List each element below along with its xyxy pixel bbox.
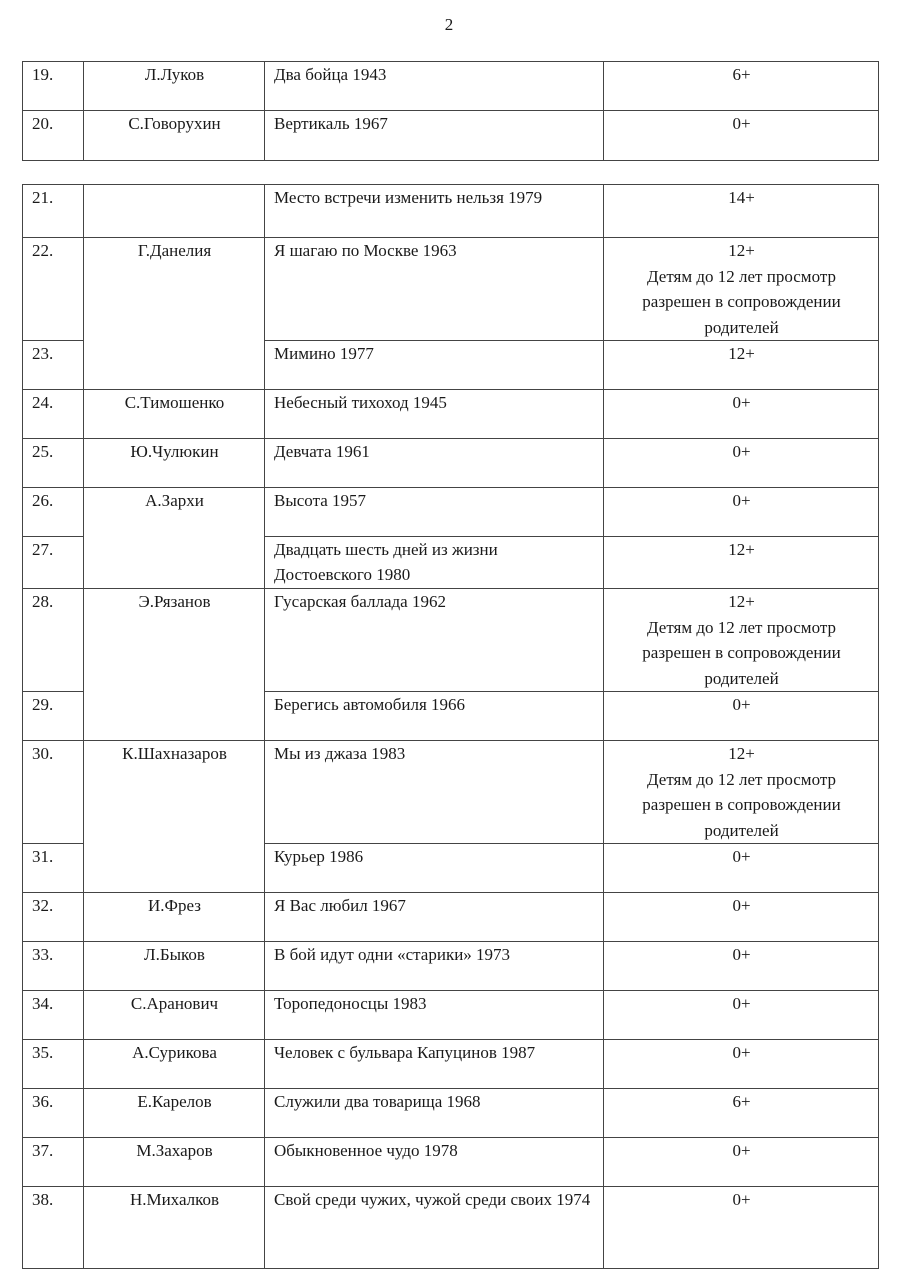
page-number: 2	[444, 15, 454, 34]
director-cell: Г.Данелия	[84, 238, 265, 390]
age-rating-note: Детям до 12 лет просмотр разрешен в сопровождении родителей	[642, 769, 841, 840]
film-title-cell: Двадцать шесть дней из жизни Достоевского 1980	[265, 537, 604, 589]
age-rating-cell: 0+	[604, 1040, 879, 1089]
director-cell: Л.Быков	[84, 942, 265, 991]
age-rating-cell: 0+	[604, 844, 879, 893]
film-title-cell: Я шагаю по Москве 1963	[265, 238, 604, 341]
director-cell: А.Сурикова	[84, 1040, 265, 1089]
age-rating-note: Детям до 12 лет просмотр разрешен в сопровождении родителей	[642, 266, 841, 337]
film-title-cell: Небесный тихоход 1945	[265, 390, 604, 439]
director-cell	[84, 185, 265, 238]
age-rating-cell: 0+	[604, 111, 879, 161]
director-cell: С.Тимошенко	[84, 390, 265, 439]
table-row	[23, 185, 879, 238]
age-rating-cell: 0+	[604, 1187, 879, 1269]
row-number: 34.	[23, 991, 84, 1040]
director-cell: Е.Карелов	[84, 1089, 265, 1138]
age-rating-note: Детям до 12 лет просмотр разрешен в сопровождении родителей	[642, 617, 841, 688]
director-cell: С.Говорухин	[84, 111, 265, 161]
table-row	[23, 1187, 879, 1269]
age-rating-value: 12+	[728, 241, 755, 260]
age-rating-cell: 0+	[604, 942, 879, 991]
film-title-cell: Торопедоносцы 1983	[265, 991, 604, 1040]
film-title-cell: Человек с бульвара Капуцинов 1987	[265, 1040, 604, 1089]
row-number: 33.	[23, 942, 84, 991]
director-cell: К.Шахназаров	[84, 741, 265, 893]
age-rating-cell: 0+	[604, 991, 879, 1040]
row-number: 25.	[23, 439, 84, 488]
director-cell: И.Фрез	[84, 893, 265, 942]
table-row	[23, 238, 879, 341]
age-rating-cell	[604, 238, 879, 341]
films-table-top	[22, 61, 879, 161]
table-row	[23, 488, 879, 537]
table-row	[23, 111, 879, 161]
age-rating-cell	[604, 741, 879, 844]
film-title-cell: Служили два товарища 1968	[265, 1089, 604, 1138]
film-title-cell: Обыкновенное чудо 1978	[265, 1138, 604, 1187]
row-number: 24.	[23, 390, 84, 439]
film-title-cell: Свой среди чужих, чужой среди своих 1974	[265, 1187, 604, 1269]
film-title-cell: Вертикаль 1967	[265, 111, 604, 161]
row-number: 19.	[23, 62, 84, 111]
table-row	[23, 1040, 879, 1089]
film-title-cell: Мы из джаза 1983	[265, 741, 604, 844]
table-row	[23, 62, 879, 111]
row-number: 28.	[23, 589, 84, 692]
age-rating-cell: 0+	[604, 439, 879, 488]
age-rating-cell: 0+	[604, 390, 879, 439]
director-cell: Э.Рязанов	[84, 589, 265, 741]
row-number: 38.	[23, 1187, 84, 1269]
table-row	[23, 1138, 879, 1187]
film-title-cell: Высота 1957	[265, 488, 604, 537]
row-number: 29.	[23, 692, 84, 741]
film-title-cell: Берегись автомобиля 1966	[265, 692, 604, 741]
age-rating-cell: 0+	[604, 692, 879, 741]
age-rating-cell: 12+	[604, 341, 879, 390]
film-title-cell: Мимино 1977	[265, 341, 604, 390]
row-number: 35.	[23, 1040, 84, 1089]
row-number: 27.	[23, 537, 84, 589]
age-rating-cell: 6+	[604, 1089, 879, 1138]
age-rating-value: 12+	[728, 744, 755, 763]
table-row	[23, 390, 879, 439]
director-cell: Ю.Чулюкин	[84, 439, 265, 488]
director-cell: С.Аранович	[84, 991, 265, 1040]
age-rating-value: 12+	[728, 592, 755, 611]
row-number: 32.	[23, 893, 84, 942]
director-cell: Н.Михалков	[84, 1187, 265, 1269]
row-number: 37.	[23, 1138, 84, 1187]
film-title-cell: Я Вас любил 1967	[265, 893, 604, 942]
age-rating-cell	[604, 589, 879, 692]
table-row	[23, 1089, 879, 1138]
film-title-cell: Место встречи изменить нельзя 1979	[265, 185, 604, 238]
director-cell: А.Зархи	[84, 488, 265, 589]
row-number: 31.	[23, 844, 84, 893]
row-number: 26.	[23, 488, 84, 537]
row-number: 20.	[23, 111, 84, 161]
row-number: 23.	[23, 341, 84, 390]
film-title-cell: Курьер 1986	[265, 844, 604, 893]
row-number: 36.	[23, 1089, 84, 1138]
table-row	[23, 439, 879, 488]
film-title-cell: В бой идут одни «старики» 1973	[265, 942, 604, 991]
film-title-cell: Девчата 1961	[265, 439, 604, 488]
age-rating-cell: 12+	[604, 537, 879, 589]
director-cell: М.Захаров	[84, 1138, 265, 1187]
age-rating-cell: 0+	[604, 893, 879, 942]
film-title-cell: Гусарская баллада 1962	[265, 589, 604, 692]
row-number: 21.	[23, 185, 84, 238]
age-rating-cell: 0+	[604, 488, 879, 537]
row-number: 22.	[23, 238, 84, 341]
table-row	[23, 741, 879, 844]
age-rating-cell: 6+	[604, 62, 879, 111]
table-row	[23, 589, 879, 692]
films-table-main	[22, 184, 879, 1269]
table-row	[23, 893, 879, 942]
table-row	[23, 942, 879, 991]
director-cell: Л.Луков	[84, 62, 265, 111]
age-rating-cell: 0+	[604, 1138, 879, 1187]
age-rating-cell: 14+	[604, 185, 879, 238]
table-row	[23, 991, 879, 1040]
row-number: 30.	[23, 741, 84, 844]
film-title-cell: Два бойца 1943	[265, 62, 604, 111]
